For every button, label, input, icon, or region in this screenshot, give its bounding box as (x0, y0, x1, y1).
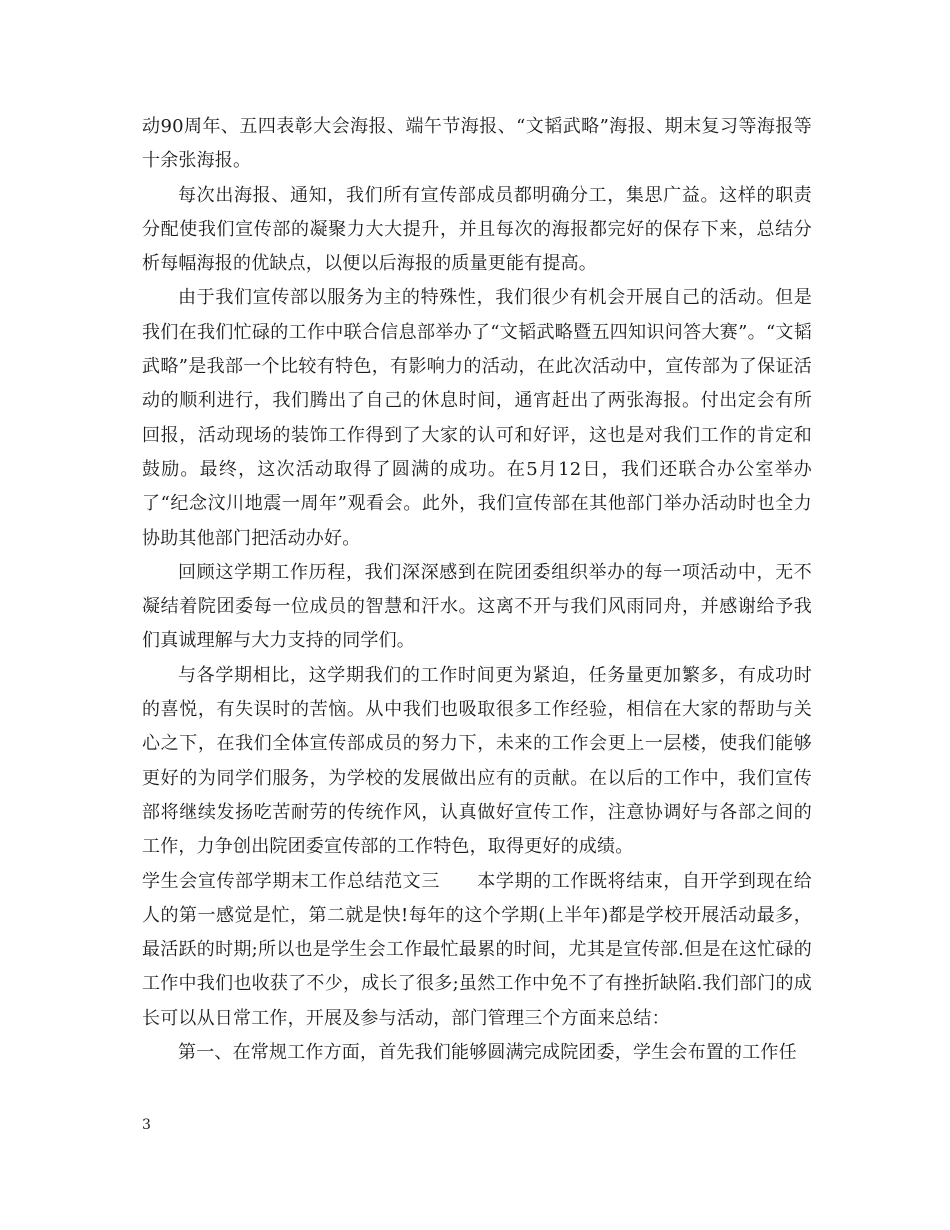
page-number: 3 (142, 1117, 151, 1133)
paragraph-7: 第一、在常规工作方面，首先我们能够圆满完成院团委，学生会布置的工作任 (178, 1042, 797, 1064)
paragraph-6: 学生会宣传部学期末工作总结范文三 本学期的工作既将结束，自开学到现在给人的第一感觉是忙，第二就是快!每年的这个学期(上半年)都是学校开展活动最多，最活跃的时期;所以也是学生会工作最忙最累的时间，尤其是宣传部.但是在这忙碌的工作中我们也收获了不少，成长了很多;虽然工作中免不了有挫折缺陷.我们部门的成长可以从日常工作，开展及参与活动，部门管理三个方面来总结： (142, 870, 812, 1029)
paragraph-4: 回顾这学期工作历程，我们深深感到在院团委组织举办的每一项活动中，无不凝结着院团委每一位成员的智慧和汗水。这离不开与我们风雨同舟，并感谢给予我们真诚理解与大力支持的同学们。 (142, 561, 812, 652)
document-body (142, 110, 812, 1070)
paragraph-5: 与各学期相比，这学期我们的工作时间更为紧迫，任务量更加繁多，有成功时的喜悦，有失误时的苦恼。从中我们也吸取很多工作经验，相信在大家的帮助与关心之下，在我们全体宣传部成员的努力下，未来的工作会更上一层楼，使我们能够更好的为同学们服务，为学校的发展做出应有的贡献。在以后的工作中，我们宣传部将继续发扬吃苦耐劳的传统作风，认真做好宣传工作，注意协调好与各部之间的工作，力争创出院团委宣传部的工作特色，取得更好的成绩。 (142, 664, 812, 858)
paragraph-3: 由于我们宣传部以服务为主的特殊性，我们很少有机会开展自己的活动。但是我们在我们忙碌的工作中联合信息部举办了“文韬武略暨五四知识问答大赛”。“文韬武略”是我部一个比较有特色，有影响力的活动，在此次活动中，宣传部为了保证活动的顺利进行，我们腾出了自己的休息时间，通宵赶出了两张海报。付出定会有所回报，活动现场的装饰工作得到了大家的认可和好评，这也是对我们工作的肯定和鼓励。最终，这次活动取得了圆满的成功。在5月12日，我们还联合办公室举办了“纪念汶川地震一周年”观看会。此外，我们宣传部在其他部门举办活动时也全力协助其他部门把活动办好。 (142, 287, 812, 549)
paragraph-1: 动90周年、五四表彰大会海报、端午节海报、“文韬武略”海报、期末复习等海报等十余张海报。 (142, 116, 812, 172)
paragraph-2: 每次出海报、通知，我们所有宣传部成员都明确分工，集思广益。这样的职责分配使我们宣传部的凝聚力大大提升，并且每次的海报都完好的保存下来，总结分析每幅海报的优缺点，以便以后海报的质量更能有提高。 (142, 184, 812, 275)
